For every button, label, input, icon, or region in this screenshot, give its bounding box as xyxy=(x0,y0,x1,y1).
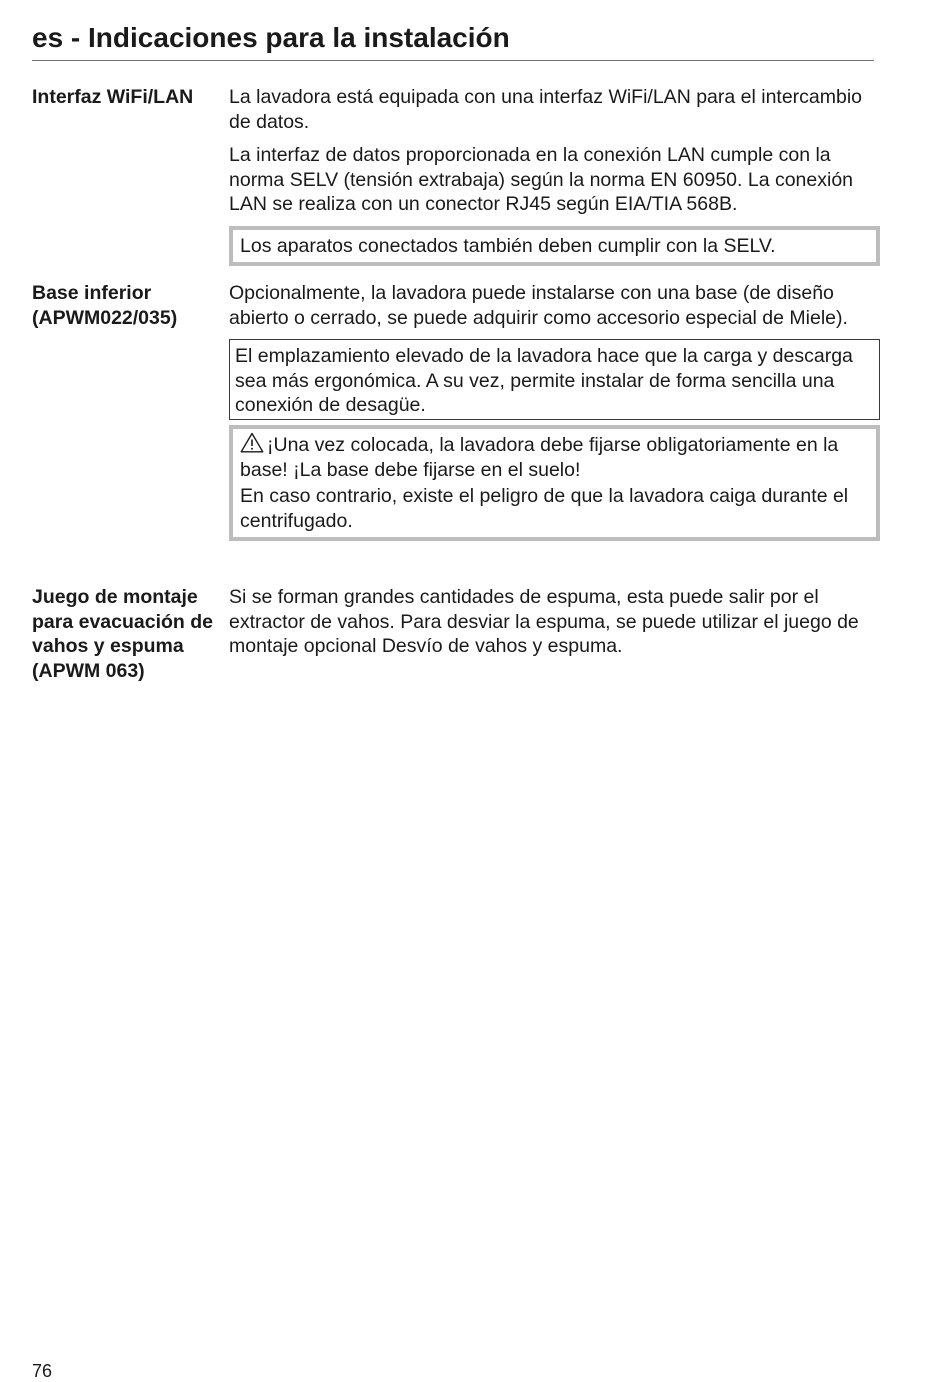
warning-box xyxy=(229,425,880,541)
note-box-selv: Los aparatos conectados también deben cumplir con la SELV. xyxy=(229,226,880,267)
paragraph: La lavadora está equipada con una interfaz WiFi/LAN para el intercambio de datos. xyxy=(229,86,863,133)
paragraph: Si se forman grandes cantidades de espuma, esta puede salir por el extractor de vahos. Para desviar la espuma, se puede utilizar el juego de montaje opcional Desvío de vahos y espuma. xyxy=(229,586,859,657)
section-label-base-inferior xyxy=(32,281,222,330)
section-label-wifi-lan: Interfaz WiFi/LAN xyxy=(32,86,194,108)
section-body-wifi-lan xyxy=(229,85,880,266)
warning-triangle-icon xyxy=(240,432,264,453)
label-line: Base inferior xyxy=(32,282,152,304)
warning-text xyxy=(240,432,870,484)
section-body-base-inferior xyxy=(229,281,880,541)
paragraph: La interfaz de datos proporcionada en la conexión LAN cumple con la norma SELV (tensión extrabaja) según la norma EN 60950. La conexión LAN se realiza con un conector RJ45 según EIA/TIA 568B. xyxy=(229,144,854,215)
section-body-juego-montaje xyxy=(229,585,880,668)
paragraph: Opcionalmente, la lavadora puede instalarse con una base (de diseño abierto o cerrado, se puede adquirir como accesorio especial de Miele). xyxy=(229,282,848,329)
page-number: 76 xyxy=(32,1361,53,1381)
note-box-ergonomic: El emplazamiento elevado de la lavadora hace que la carga y descarga sea más ergonómica. A su vez, permite instalar de forma sencilla una conexión de desagüe. xyxy=(229,339,880,420)
page-title: es - Indicaciones para la instalación xyxy=(32,20,874,61)
section-label-juego-montaje: Juego de montaje para evacuación de vahos y espuma (APWM 063) xyxy=(32,586,214,682)
warning-line: ¡Una vez colocada, la lavadora debe fijarse obligatoriamente en la base! ¡La base debe fijarse en el suelo! xyxy=(240,433,839,481)
label-line: (APWM022/035) xyxy=(32,306,178,329)
warning-line: En caso contrario, existe el peligro de que la lavadora caiga durante el centrifugado. xyxy=(240,484,849,532)
